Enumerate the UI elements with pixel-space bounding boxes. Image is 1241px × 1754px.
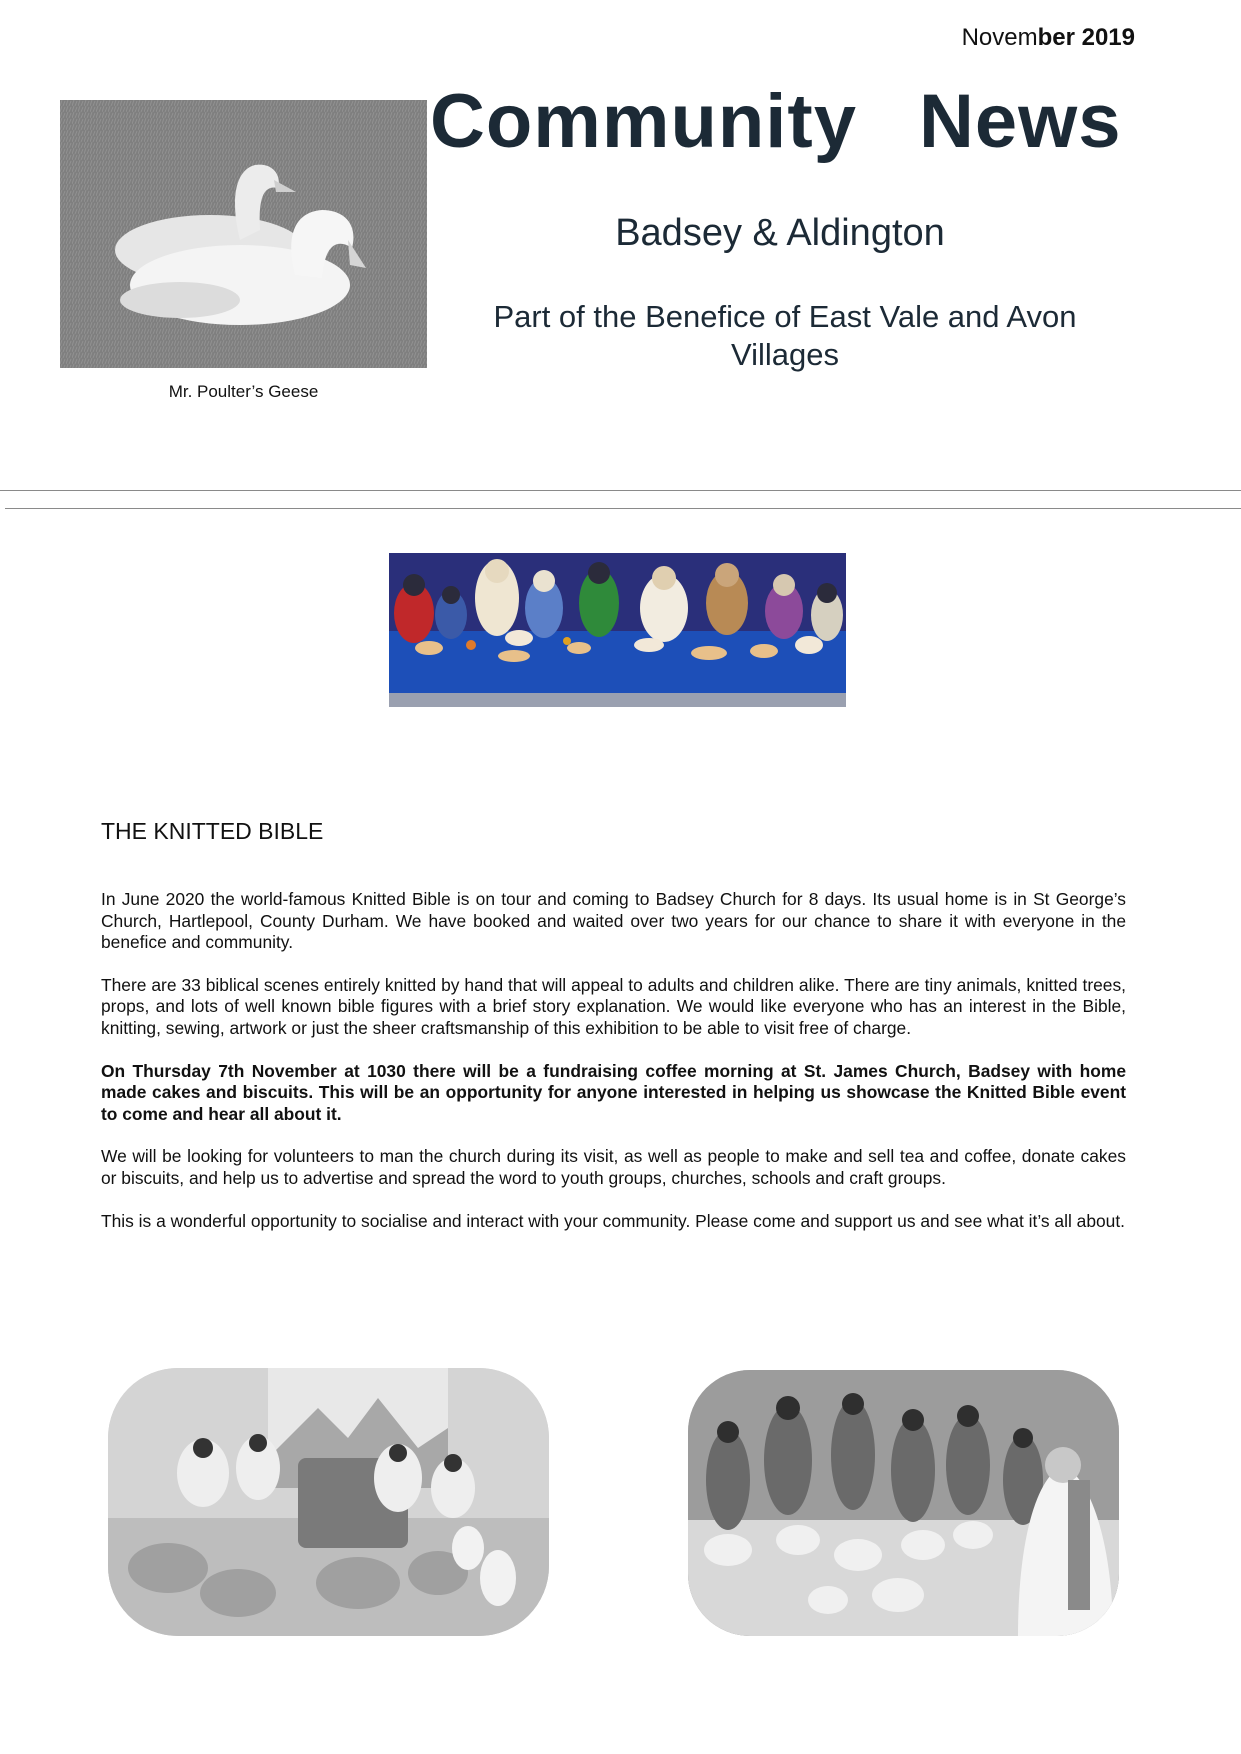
knitted-animals-photo	[108, 1368, 549, 1636]
issue-date	[880, 24, 1135, 52]
article-paragraph-coffee-morning: On Thursday 7th November at 1030 there will be a fundraising coffee morning at St. James Church, Badsey with home made cakes and biscuits. This will be an opportunity for anyone interested in helping us showcase the Knitted Bible event to come and hear all about it.	[101, 1060, 1126, 1124]
geese-illustration	[60, 100, 427, 368]
page-title	[430, 78, 1130, 165]
issue-date-year: ber 2019	[1037, 24, 1135, 51]
article-paragraph-2: There are 33 biblical scenes entirely knitted by hand that will appeal to adults and children alike. There are tiny animals, knitted trees, props, and lots of well known bible figures with a brief story explanation. We would like everyone who has an interest in the Bible, knitting, sewing, artwork or just the sheer craftsmanship of this exhibition to be able to visit free of charge.	[101, 974, 1126, 1038]
geese-caption: Mr. Poulter’s Geese	[168, 382, 319, 401]
article-paragraph-4: We will be looking for volunteers to man the church during its visit, as well as people to make and sell tea and coffee, donate cakes or biscuits, and help us to advertise and spread the word to youth groups, churches, schools and craft groups.	[101, 1146, 1126, 1188]
benefice-line: Part of the Benefice of East Vale and Avon Villages	[493, 299, 1077, 372]
article-paragraph-5: This is a wonderful opportunity to socialise and interact with your community. Please come and support us and see what it’s all about.	[101, 1210, 1126, 1231]
knitted-animals-illustration	[108, 1368, 549, 1636]
title-word-community: Community	[430, 79, 857, 164]
geese-photo	[60, 100, 427, 368]
knitted-shepherds-illustration	[688, 1370, 1119, 1636]
article-paragraph-1: In June 2020 the world-famous Knitted Bible is on tour and coming to Badsey Church for 8 days. Its usual home is in St George’s Church, Hartlepool, County Durham. We have booked and waited over two years for our chance to share it with everyone in the benefice and community.	[101, 889, 1126, 953]
last-supper-illustration	[389, 553, 846, 707]
title-word-news: News	[919, 79, 1122, 164]
knitted-shepherds-photo	[688, 1370, 1119, 1636]
divider-bottom	[5, 508, 1241, 509]
article-heading: THE KNITTED BIBLE	[101, 818, 324, 844]
knitted-last-supper-photo	[389, 553, 846, 707]
issue-date-month: Novem	[961, 24, 1038, 51]
village-names: Badsey & Aldington	[615, 212, 945, 254]
article-body	[101, 889, 1126, 1253]
divider-top	[0, 490, 1241, 491]
